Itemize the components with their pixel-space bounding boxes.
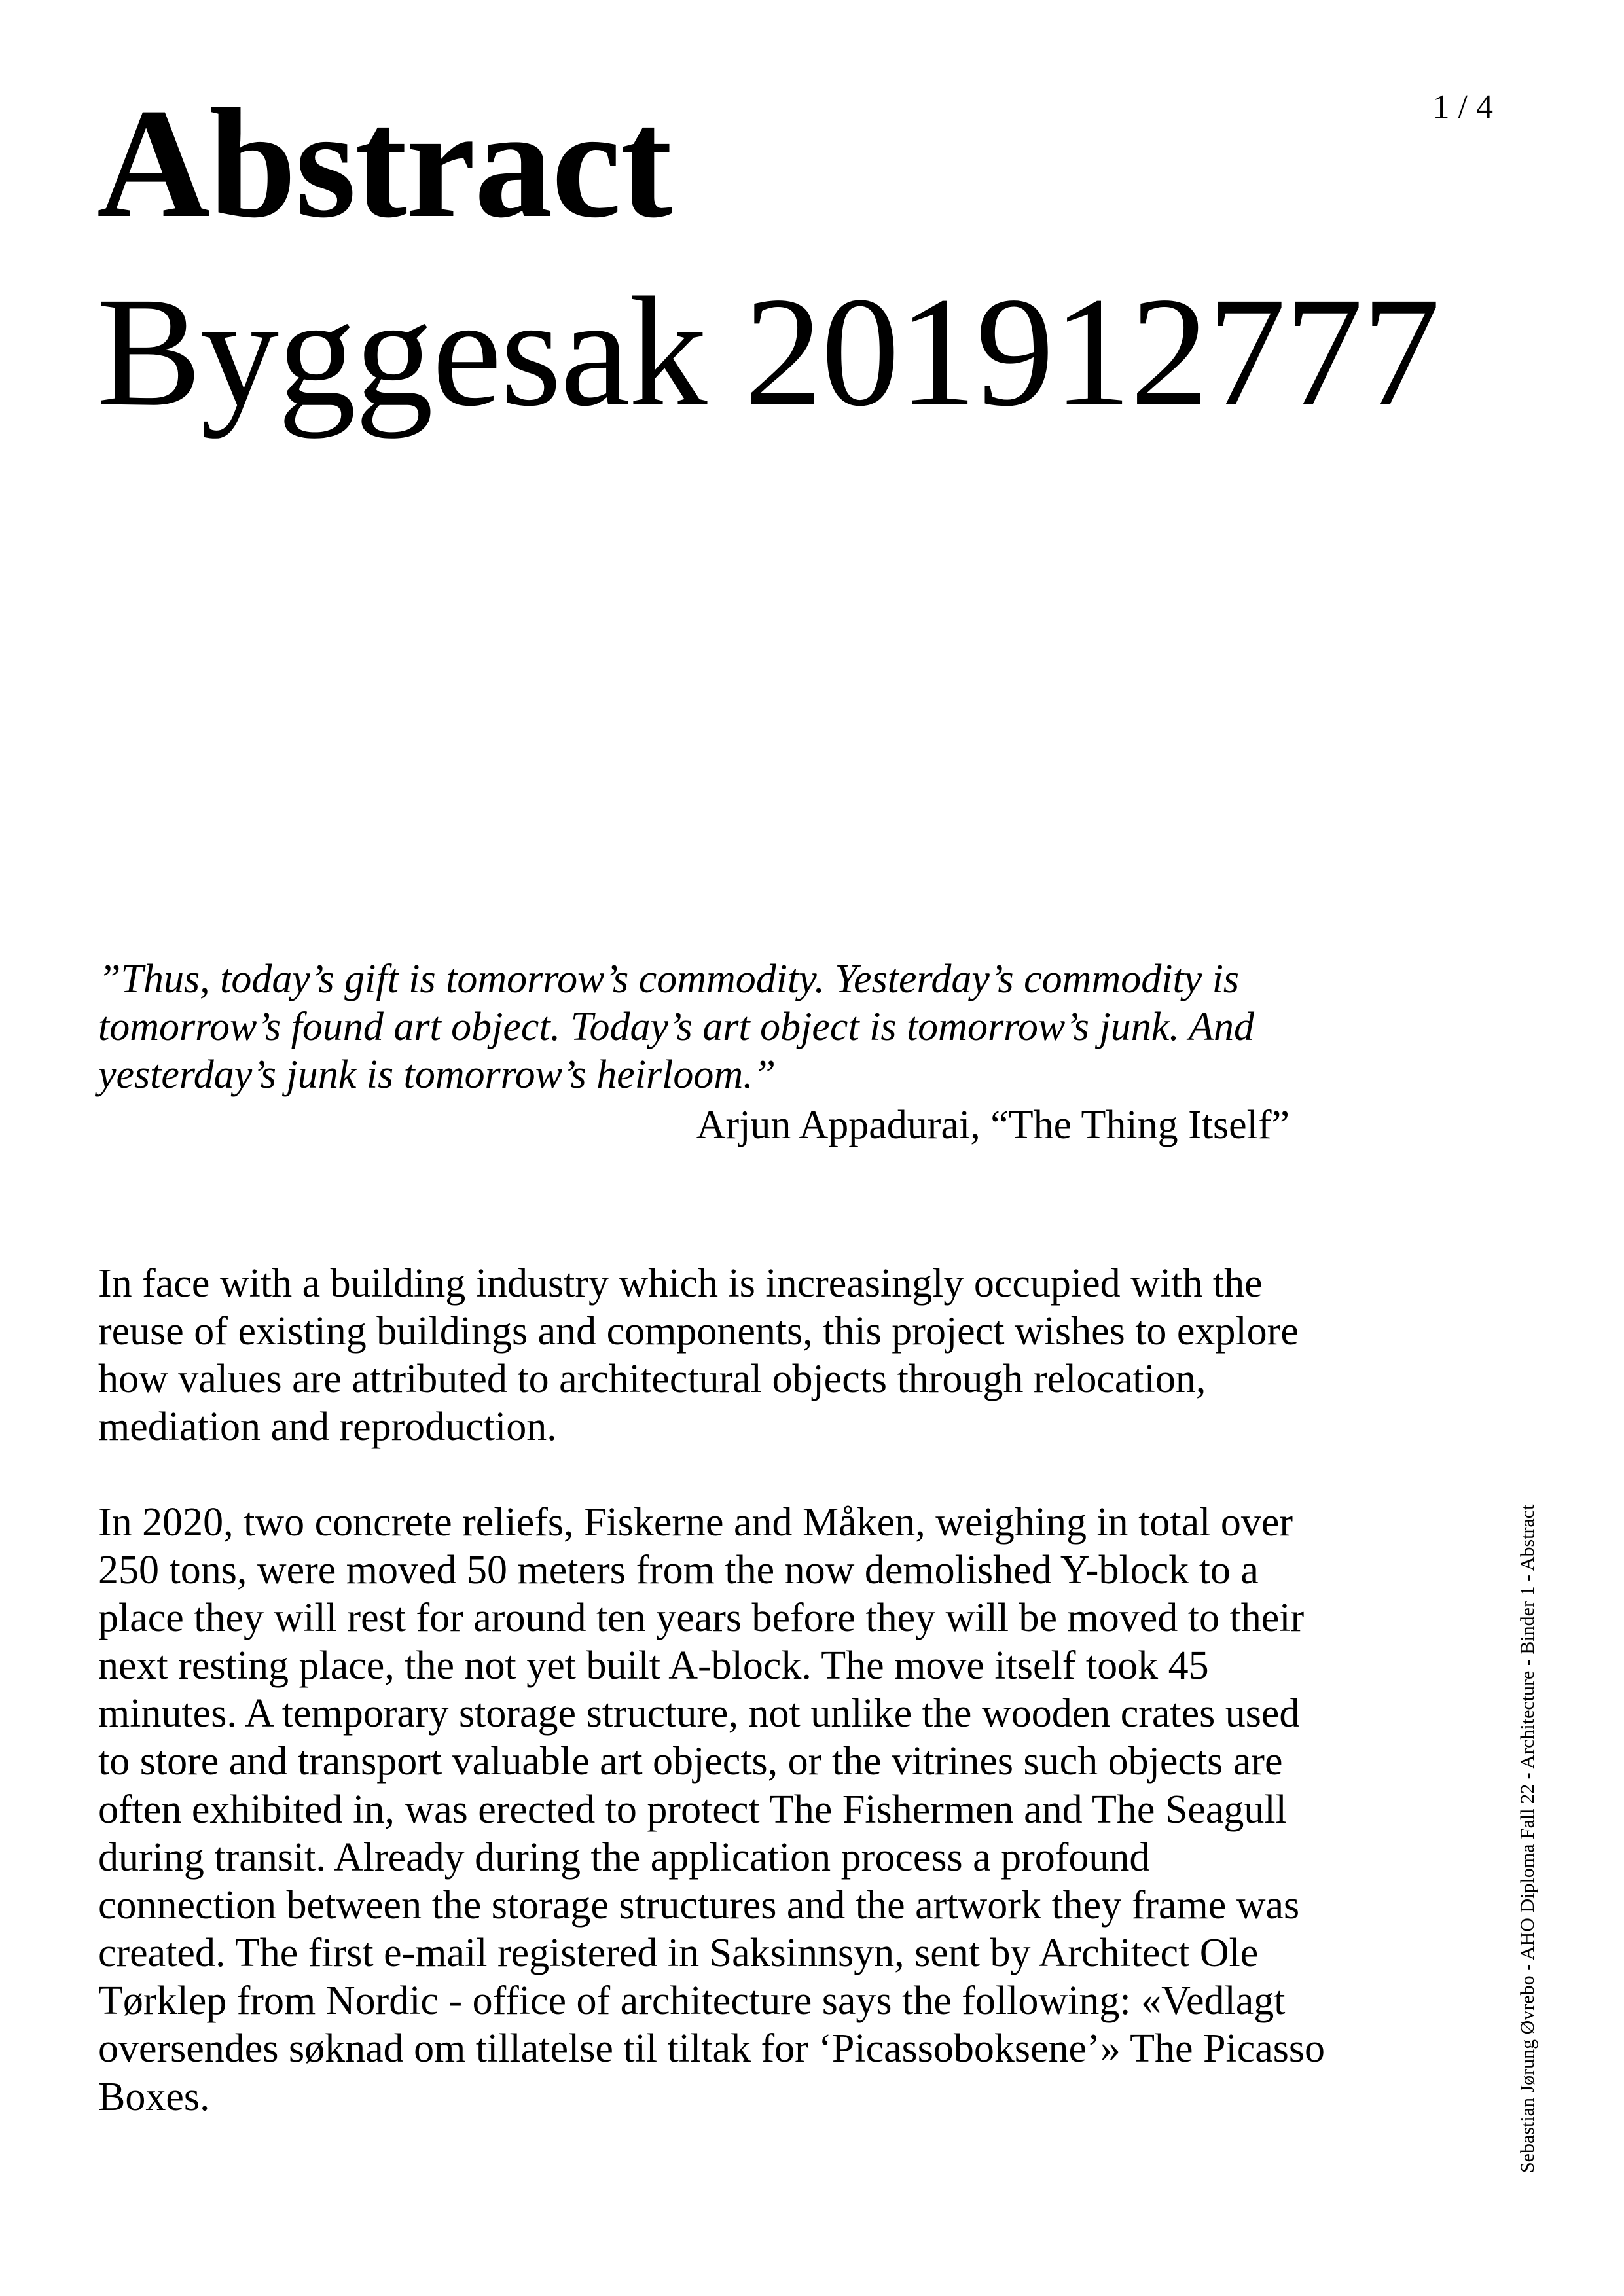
quote-block <box>98 956 1329 1150</box>
page-number: 1 / 4 <box>1432 88 1493 126</box>
body-text <box>98 1260 1329 2121</box>
binder-label: Sebastian Jørung Øvrebo - AHO Diploma Fall 22 - Architecture - Binder 1 - Abstract <box>1517 1504 1538 2173</box>
body-paragraph: In face with a building industry which is increasingly occupied with the reuse of existing buildings and components, this project wishes to explore how values are attributed to architectural objects through relocation, mediation and reproduction. <box>98 1261 1299 1450</box>
quote-attribution: Arjun Appadurai, “The Thing Itself” <box>696 1103 1290 1148</box>
body-paragraph: In 2020, two concrete reliefs, Fiskerne and Måken, weighing in total over 250 tons, were moved 50 meters from the now demolished Y-block to a place they will rest for around ten years before they will be moved to their next resting place, the not yet built A-block. The move itself took 45 minutes. A temporary storage structure, not unlike the wooden crates used to store and transport valuable art objects, or the vitrines such objects are often exhibited in, was erected to protect The Fishermen and The Seagull during transit. Already during the application process a profound connection between the storage structures and the artwork they frame was created. The first e-mail registered in Saksinnsyn, sent by Architect Ole Tørklep from Nordic - office of architecture says the following: «Vedlagt oversendes søknad om tillatelse til tiltak for ‘Picassoboksene’» The Picasso Boxes. <box>98 1499 1325 2119</box>
case-title: Byggesak 201912777 <box>97 264 1439 439</box>
title-block <box>97 69 1526 446</box>
quote-text: ”Thus, today’s gift is tomorrow’s commodity. Yesterday’s commodity is tomorrow’s found art object. Today’s art object is tomorrow’s junk. And yesterday’s junk is tomorrow’s heirloom.” <box>98 957 1255 1098</box>
page-title: Abstract <box>97 76 672 250</box>
